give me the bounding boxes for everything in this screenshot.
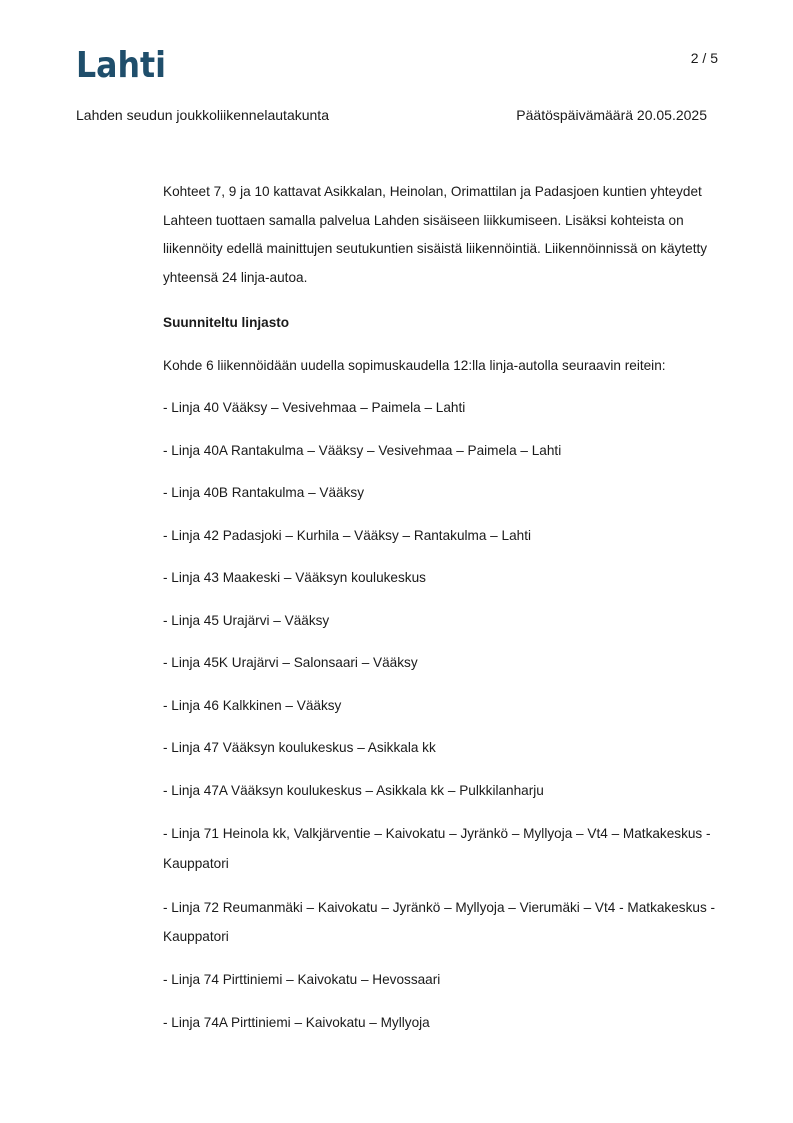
section-heading: Suunniteltu linjasto: [163, 315, 290, 331]
route-item: - Linja 47 Vääksyn koulukeskus – Asikkala kk: [163, 740, 436, 756]
organization-name: Lahden seudun joukkoliikennelautakunta: [76, 107, 329, 123]
route-item: - Linja 72 Reumanmäki – Kaivokatu – Jyränkö – Myllyoja – Vierumäki – Vt4 - Matkakeskus - Kauppatori: [163, 899, 716, 945]
route-item: - Linja 40 Vääksy – Vesivehmaa – Paimela – Lahti: [163, 400, 466, 416]
route-item: - Linja 40A Rantakulma – Vääksy – Vesivehmaa – Paimela – Lahti: [163, 442, 562, 458]
route-item: - Linja 74A Pirttiniemi – Kaivokatu – Myllyoja: [163, 1014, 430, 1030]
decision-date: Päätöspäivämäärä 20.05.2025: [516, 107, 707, 123]
document-body: [163, 178, 723, 1037]
lahti-logo: [76, 45, 168, 86]
route-item: - Linja 45K Urajärvi – Salonsaari – Vääksy: [163, 655, 418, 671]
route-item: - Linja 43 Maakeski – Vääksyn koulukeskus: [163, 570, 426, 586]
lead-paragraph: Kohde 6 liikennöidään uudella sopimuskaudella 12:lla linja-autolla seuraavin reitein:: [163, 357, 666, 373]
route-item: - Linja 40B Rantakulma – Vääksy: [163, 485, 364, 501]
route-item: - Linja 71 Heinola kk, Valkjärventie – Kaivokatu – Jyränkö – Myllyoja – Vt4 – Matkakeskus - Kauppatori: [163, 826, 711, 871]
route-item: - Linja 46 Kalkkinen – Vääksy: [163, 697, 342, 713]
route-item: - Linja 47A Vääksyn koulukeskus – Asikkala kk – Pulkkilanharju: [163, 782, 544, 798]
route-item: - Linja 74 Pirttiniemi – Kaivokatu – Hevossaari: [163, 972, 441, 988]
logo-text: Lahti: [76, 45, 166, 86]
page-number: 2 / 5: [690, 50, 718, 66]
route-item: - Linja 45 Urajärvi – Vääksy: [163, 612, 330, 628]
route-item: - Linja 42 Padasjoki – Kurhila – Vääksy – Rantakulma – Lahti: [163, 527, 532, 543]
intro-paragraph: Kohteet 7, 9 ja 10 kattavat Asikkalan, Heinolan, Orimattilan ja Padasjoen kuntien yhteydet Lahteen tuottaen samalla palvelua Lahden sisäiseen liikkumiseen. Lisäksi kohteista on liikennöity edellä mainittujen seutukuntien sisäistä liikennöintiä. Liikennöinnissä on käytetty yhteensä 24 linja-autoa.: [163, 184, 708, 285]
